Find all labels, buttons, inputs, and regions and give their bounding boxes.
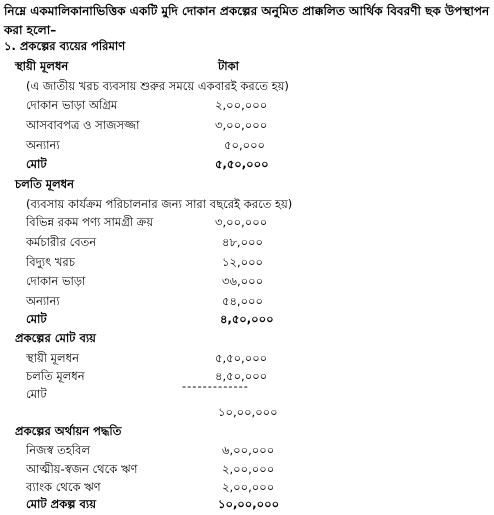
- fixed-total-label: মোট: [26, 157, 47, 171]
- project-row-value: ৪,৫০,০০০: [215, 369, 268, 383]
- working-row-value: ৪৮,০০০: [222, 235, 264, 249]
- fixed-total-value: ৫,৫০,০০০: [215, 157, 269, 171]
- working-row-label: বিভিন্ন রকম পণ্য সামগ্রী ক্রয়: [26, 215, 154, 229]
- financing-row-label: আত্মীয়-স্বজন থেকে ঋণ: [26, 462, 138, 476]
- working-capital-note: (ব্যবসায় কার্যক্রম পরিচালনার জন্য সারা বছরেই করতে হয়): [26, 197, 293, 211]
- fixed-row-value: ৫০,০০০: [224, 138, 266, 152]
- financing-row-label: ব্যাংক থেকে ঋণ: [26, 480, 101, 494]
- working-row-label: অন্যান্য: [26, 294, 60, 308]
- financing-row-value: ২,০০,০০০: [222, 462, 275, 476]
- financing-total-label: মোট প্রকল্প ব্যয়: [26, 497, 97, 511]
- working-row-value: ৩৬,০০০: [222, 274, 264, 288]
- working-row-label: কর্মচারীর বেতন: [26, 235, 97, 249]
- working-capital-title: চলতি মূলধন: [15, 177, 74, 191]
- financing-total-value: ১০,০০,০০০: [218, 497, 280, 511]
- fixed-row-label: অন্যান্য: [26, 138, 60, 152]
- fixed-capital-note: (এ জাতীয় খরচ ব্যবসায় শুরুর সময়ে একবারই করতে হয়): [26, 79, 289, 93]
- project-row-label: চলতি মূলধন: [26, 369, 85, 383]
- fixed-row-value: ২,০০,০০০: [215, 98, 268, 112]
- fixed-row-label: দোকান ভাড়া অগ্রিম: [26, 98, 118, 112]
- fixed-row-label: আসবাবপত্র ও সাজসজ্জা: [26, 118, 140, 132]
- fixed-capital-title: স্থায়ী মূলধন: [15, 59, 69, 73]
- working-row-value: ৩,০০,০০০: [215, 215, 268, 229]
- project-total-value: ১০,০০,০০০: [218, 405, 278, 419]
- section-heading: ১. প্রকল্পের ব্যয়ের পরিমাণ: [4, 39, 126, 53]
- intro-paragraph: নিম্নে একমালিকানাভিত্তিক একটি মুদি দোকান প্রকল্পের অনুমিত প্রাক্কলিত আর্থিক বিবরণী ছক উপস্থাপন করা হলো–: [4, 4, 490, 37]
- working-row-label: দোকান ভাড়া: [26, 274, 86, 288]
- project-total-title: প্রকল্পের মোট ব্যয়: [15, 331, 96, 345]
- separator-dashes: -------------: [182, 379, 249, 393]
- financing-row-value: ২,০০,০০০: [222, 480, 275, 494]
- project-row-value: ৫,৫০,০০০: [215, 351, 268, 365]
- unit-label: টাকা: [218, 59, 239, 73]
- working-total-label: মোট: [26, 312, 47, 326]
- project-total-label: মোট: [26, 387, 47, 401]
- financing-title: প্রকল্পের অর্থায়ন পদ্ধতি: [15, 424, 122, 438]
- financing-row-label: নিজস্ব তহবিল: [26, 443, 91, 457]
- financing-row-value: ৬,০০,০০০: [222, 443, 275, 457]
- fixed-row-value: ৩,০০,০০০: [215, 118, 268, 132]
- working-row-value: ৫৪,০০০: [222, 294, 264, 308]
- working-row-value: ১২,০০০: [222, 255, 264, 269]
- working-row-label: বিদ্যুৎ খরচ: [26, 255, 75, 269]
- working-total-value: ৪,৫০,০০০: [220, 312, 274, 326]
- project-row-label: স্থায়ী মূলধন: [26, 351, 79, 365]
